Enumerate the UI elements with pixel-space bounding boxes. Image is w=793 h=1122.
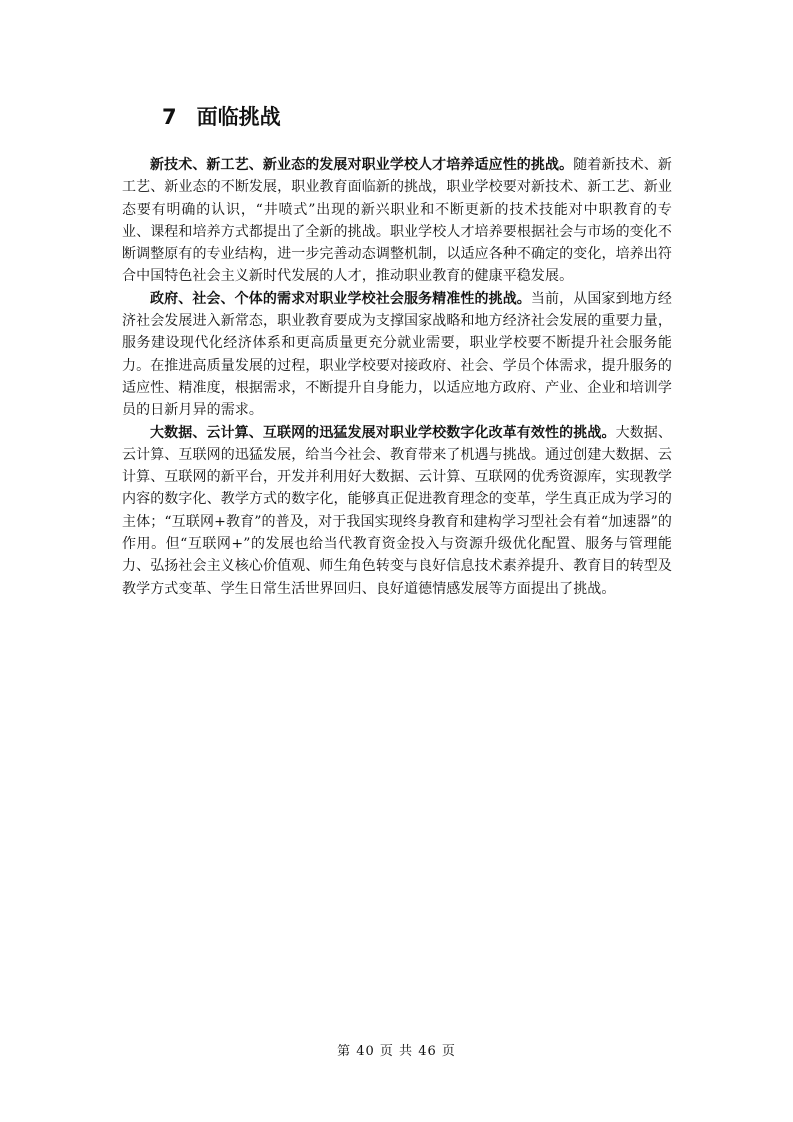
paragraph-lead: 新技术、新工艺、新业态的发展对职业学校人才培养适应性的挑战。 <box>150 157 574 173</box>
paragraph-text: 随着新技术、新工艺、新业态的不断发展，职业教育面临新的挑战，职业学校要对新技术、新工艺、新业态要有明确的认识，“井喷式”出现的新兴职业和不断更新的技术技能对中职教育的专业、课程和培养方式都提出了全新的挑战。职业学校人才培养要根据社会与市场的变化不断调整原有的专业结构，进一步完善动态调整机制，以适应各种不确定的变化，培养出符合中国特色社会主义新时代发展的人才，推动职业教育的健康平稳发展。 <box>122 157 672 285</box>
section-number: 7 <box>162 105 177 129</box>
body-text <box>122 154 672 600</box>
paragraph-lead: 大数据、云计算、互联网的迅猛发展对职业学校数字化改革有效性的挑战。 <box>150 424 616 441</box>
section-heading <box>162 102 281 132</box>
footer-suffix: 页 <box>441 1044 456 1059</box>
paragraph-adaptability <box>122 154 672 288</box>
footer-total-pages: 46 <box>418 1044 437 1059</box>
paragraph-social-service <box>122 288 672 422</box>
paragraph-text: 大数据、云计算、互联网的迅猛发展，给当今社会、教育带来了机遇与挑战。通过创建大数据、云计算、互联网的新平台，开发并利用好大数据、云计算、互联网的优秀资源库，实现教学内容的数字化、教学方式的数字化，能够真正促进教育理念的变革，学生真正成为学习的主体；“互联网+教育”的普及，对于我国实现终身教育和建构学习型社会有着“加速器”的作用。但“互联网+”的发展也给当代教育资金投入与资源升级优化配置、服务与管理能力、弘扬社会主义核心价值观、师生角色转变与良好信息技术素养提升、教育目的转型及教学方式变革、学生日常生活世界回归、良好道德情感发展等方面提出了挑战。 <box>122 424 672 597</box>
footer-mid: 页 共 <box>379 1044 414 1059</box>
footer-page-number: 40 <box>356 1044 375 1059</box>
section-title: 面临挑战 <box>196 105 281 129</box>
paragraph-text: 当前，从国家到地方经济社会发展进入新常态，职业教育要成为支撑国家战略和地方经济社会发展的重要力量，服务建设现代化经济体系和更高质量更充分就业需要，职业学校要不断提升社会服务能力。在推进高质量发展的过程，职业学校要对接政府、社会、学员个体需求，提升服务的适应性、精准度，根据需求，不断提升自身能力，以适应地方政府、产业、企业和培训学员的日新月异的需求。 <box>122 290 672 419</box>
page-footer <box>0 1042 793 1062</box>
paragraph-digital-reform <box>122 422 672 600</box>
footer-prefix: 第 <box>337 1044 352 1059</box>
paragraph-lead: 政府、社会、个体的需求对职业学校社会服务精准性的挑战。 <box>150 290 531 307</box>
